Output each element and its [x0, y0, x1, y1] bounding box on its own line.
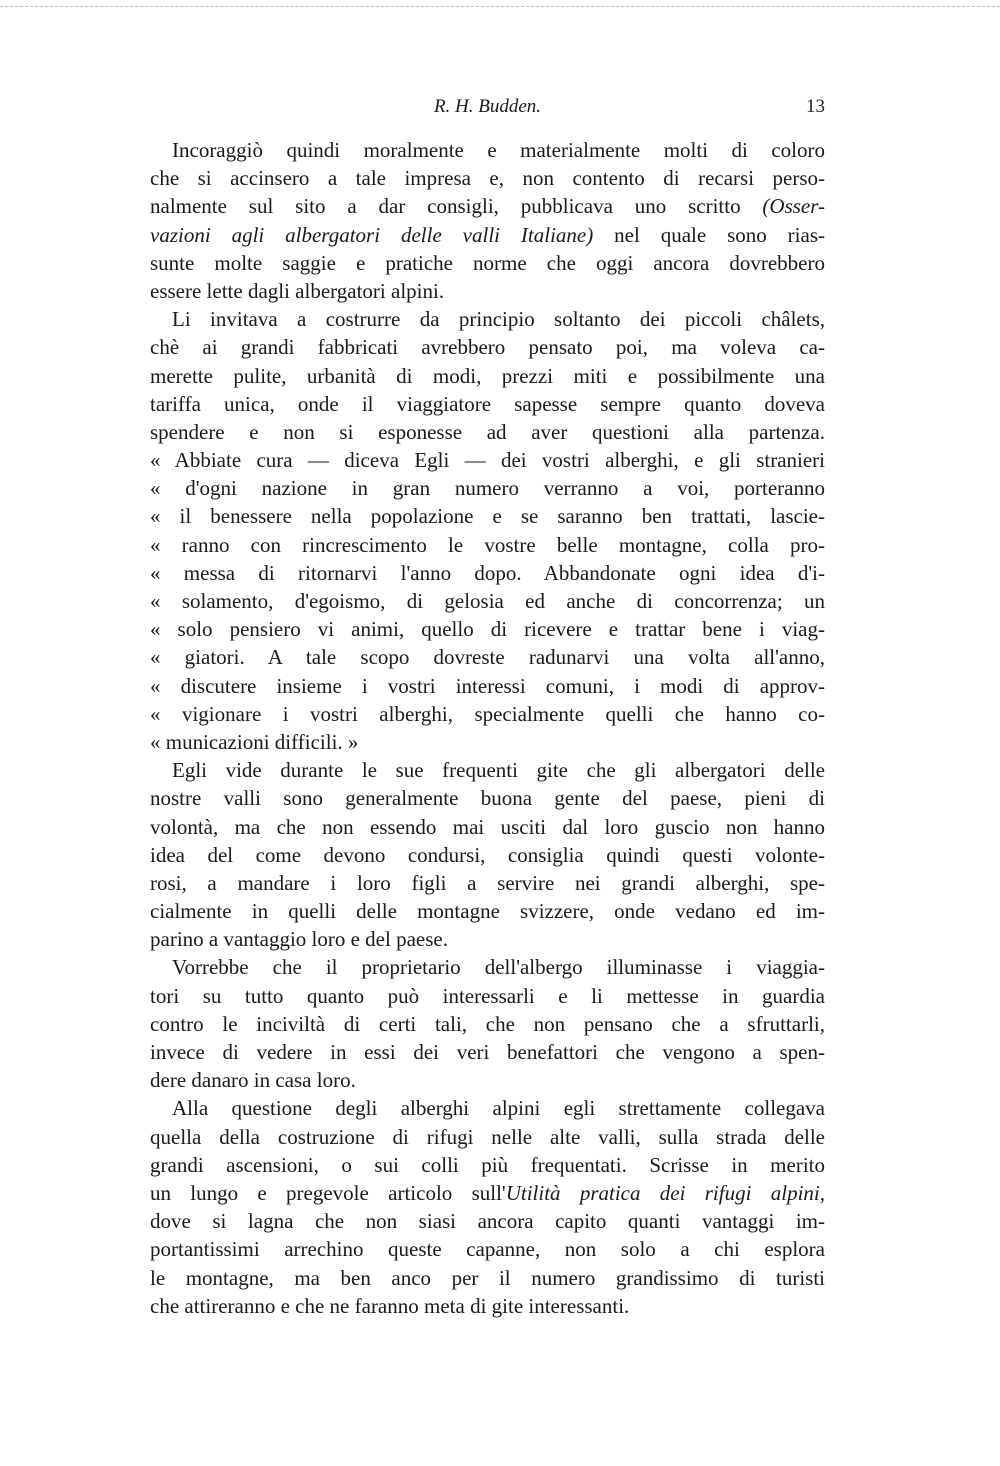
paragraph — [150, 953, 825, 1094]
text-line: « d'ogni nazione in gran numero verranno a voi, porteranno — [150, 476, 825, 501]
text-line: « solo pensiero vi animi, quello di ricevere e trattar bene i viag- — [150, 617, 825, 642]
italic-title-segment: vazioni agli albergatori delle valli Italiane) — [150, 222, 594, 247]
text-line: « vigionare i vostri alberghi, specialmente quelli che hanno co- — [150, 701, 825, 726]
text-line: parino a vantaggio loro e del paese. — [150, 927, 448, 952]
text-line: chè ai grandi fabbricati avrebbero pensato poi, ma voleva ca- — [150, 335, 825, 360]
text-line: Incoraggiò quindi moralmente e materialmente molti di coloro — [172, 138, 825, 162]
text-line: dove si lagna che non siasi ancora capito quanti vantaggi im- — [150, 1209, 825, 1234]
text-segment: nel quale sono rias- — [593, 222, 825, 247]
text-line: tariffa unica, onde il viaggiatore sapesse sempre quanto doveva — [150, 391, 825, 416]
text-line: essere lette dagli albergatori alpini. — [150, 278, 445, 303]
text-line: invece di vedere in essi dei veri benefattori che vengono a spen- — [150, 1040, 825, 1064]
text-line: Li invitava a costrurre da principio soltanto dei piccoli châlets, — [172, 307, 825, 332]
text-line: che attireranno e che ne faranno meta di gite interessanti. — [150, 1293, 630, 1318]
text-line: spendere e non si esponesse ad aver questioni alla partenza. — [150, 419, 825, 444]
text-line: « municazioni difficili. » — [150, 729, 359, 754]
text-line: « messa di ritornarvi l'anno dopo. Abbandonate ogni idea d'i- — [150, 560, 825, 585]
scan-edge-mark — [0, 6, 1000, 7]
text-line: Egli vide durante le sue frequenti gite che gli albergatori delle — [172, 758, 825, 783]
text-line: rosi, a mandare i loro figli a servire nei grandi alberghi, spe- — [150, 870, 825, 895]
text-line: nostre valli sono generalmente buona gente del paese, pieni di — [150, 786, 825, 811]
text-line: portantissimi arrechino queste capanne, non solo a chi esplora — [150, 1237, 825, 1262]
text-line: grandi ascensioni, o sui colli più frequentati. Scrisse in merito — [150, 1152, 825, 1177]
text-segment: , — [819, 1180, 825, 1205]
text-line: dere danaro in casa loro. — [150, 1068, 356, 1093]
page-header — [150, 96, 825, 126]
text-line: « solamento, d'egoismo, di gelosia ed anche di concorrenza; un — [150, 589, 825, 613]
text-line: « Abbiate cura — diceva Egli — dei vostri alberghi, e gli stranieri — [150, 448, 825, 473]
text-line: merette pulite, urbanità di modi, prezzi miti e possibilmente una — [150, 363, 825, 388]
text-segment: nalmente sul sito a dar consigli, pubblicava uno scritto — [150, 194, 763, 219]
text-line: « ranno con rincrescimento le vostre belle montagne, colla pro- — [150, 532, 825, 557]
italic-title-segment: Utilità pratica dei rifugi alpini — [505, 1180, 820, 1205]
running-title: R. H. Budden. — [433, 96, 542, 117]
text-line: contro le inciviltà di certi tali, che non pensano che a sfruttarli, — [150, 1011, 825, 1036]
text-line: cialmente in quelli delle montagne svizzere, onde vedano ed im- — [150, 899, 825, 924]
text-line: sunte molte saggie e pratiche norme che oggi ancora dovrebbero — [150, 250, 825, 275]
text-segment: un lungo e pregevole articolo sull' — [150, 1180, 506, 1205]
text-line — [150, 221, 825, 249]
text-line — [150, 1179, 825, 1207]
text-line: Alla questione degli alberghi alpini egli strettamente collegava — [172, 1096, 825, 1121]
text-line: tori su tutto quanto può interessarli e li mettesse in guardia — [150, 983, 825, 1008]
body-text — [150, 136, 825, 1320]
page-number: 13 — [806, 96, 825, 117]
text-line: volontà, ma che non essendo mai usciti dal loro guscio non hanno — [150, 814, 825, 839]
text-line: « giatori. A tale scopo dovreste radunarvi una volta all'anno, — [150, 645, 825, 670]
paragraph — [150, 136, 825, 305]
text-line — [150, 192, 825, 220]
text-line: che si accinsero a tale impresa e, non contento di recarsi perso- — [150, 166, 825, 191]
text-line: idea del come devono condursi, consiglia quindi questi volonte- — [150, 842, 825, 867]
text-line: « discutere insieme i vostri interessi comuni, i modi di approv- — [150, 673, 825, 698]
text-line: quella della costruzione di rifugi nelle alte valli, sulla strada delle — [150, 1124, 825, 1149]
paragraph — [150, 305, 825, 756]
paragraph — [150, 1094, 825, 1320]
italic-title-segment: (Osser- — [762, 194, 825, 219]
text-line: Vorrebbe che il proprietario dell'albergo illuminasse i viaggia- — [172, 955, 825, 980]
text-line: « il benessere nella popolazione e se saranno ben trattati, lascie- — [150, 504, 825, 529]
text-line: le montagne, ma ben anco per il numero grandissimo di turisti — [150, 1265, 825, 1290]
paragraph — [150, 756, 825, 953]
